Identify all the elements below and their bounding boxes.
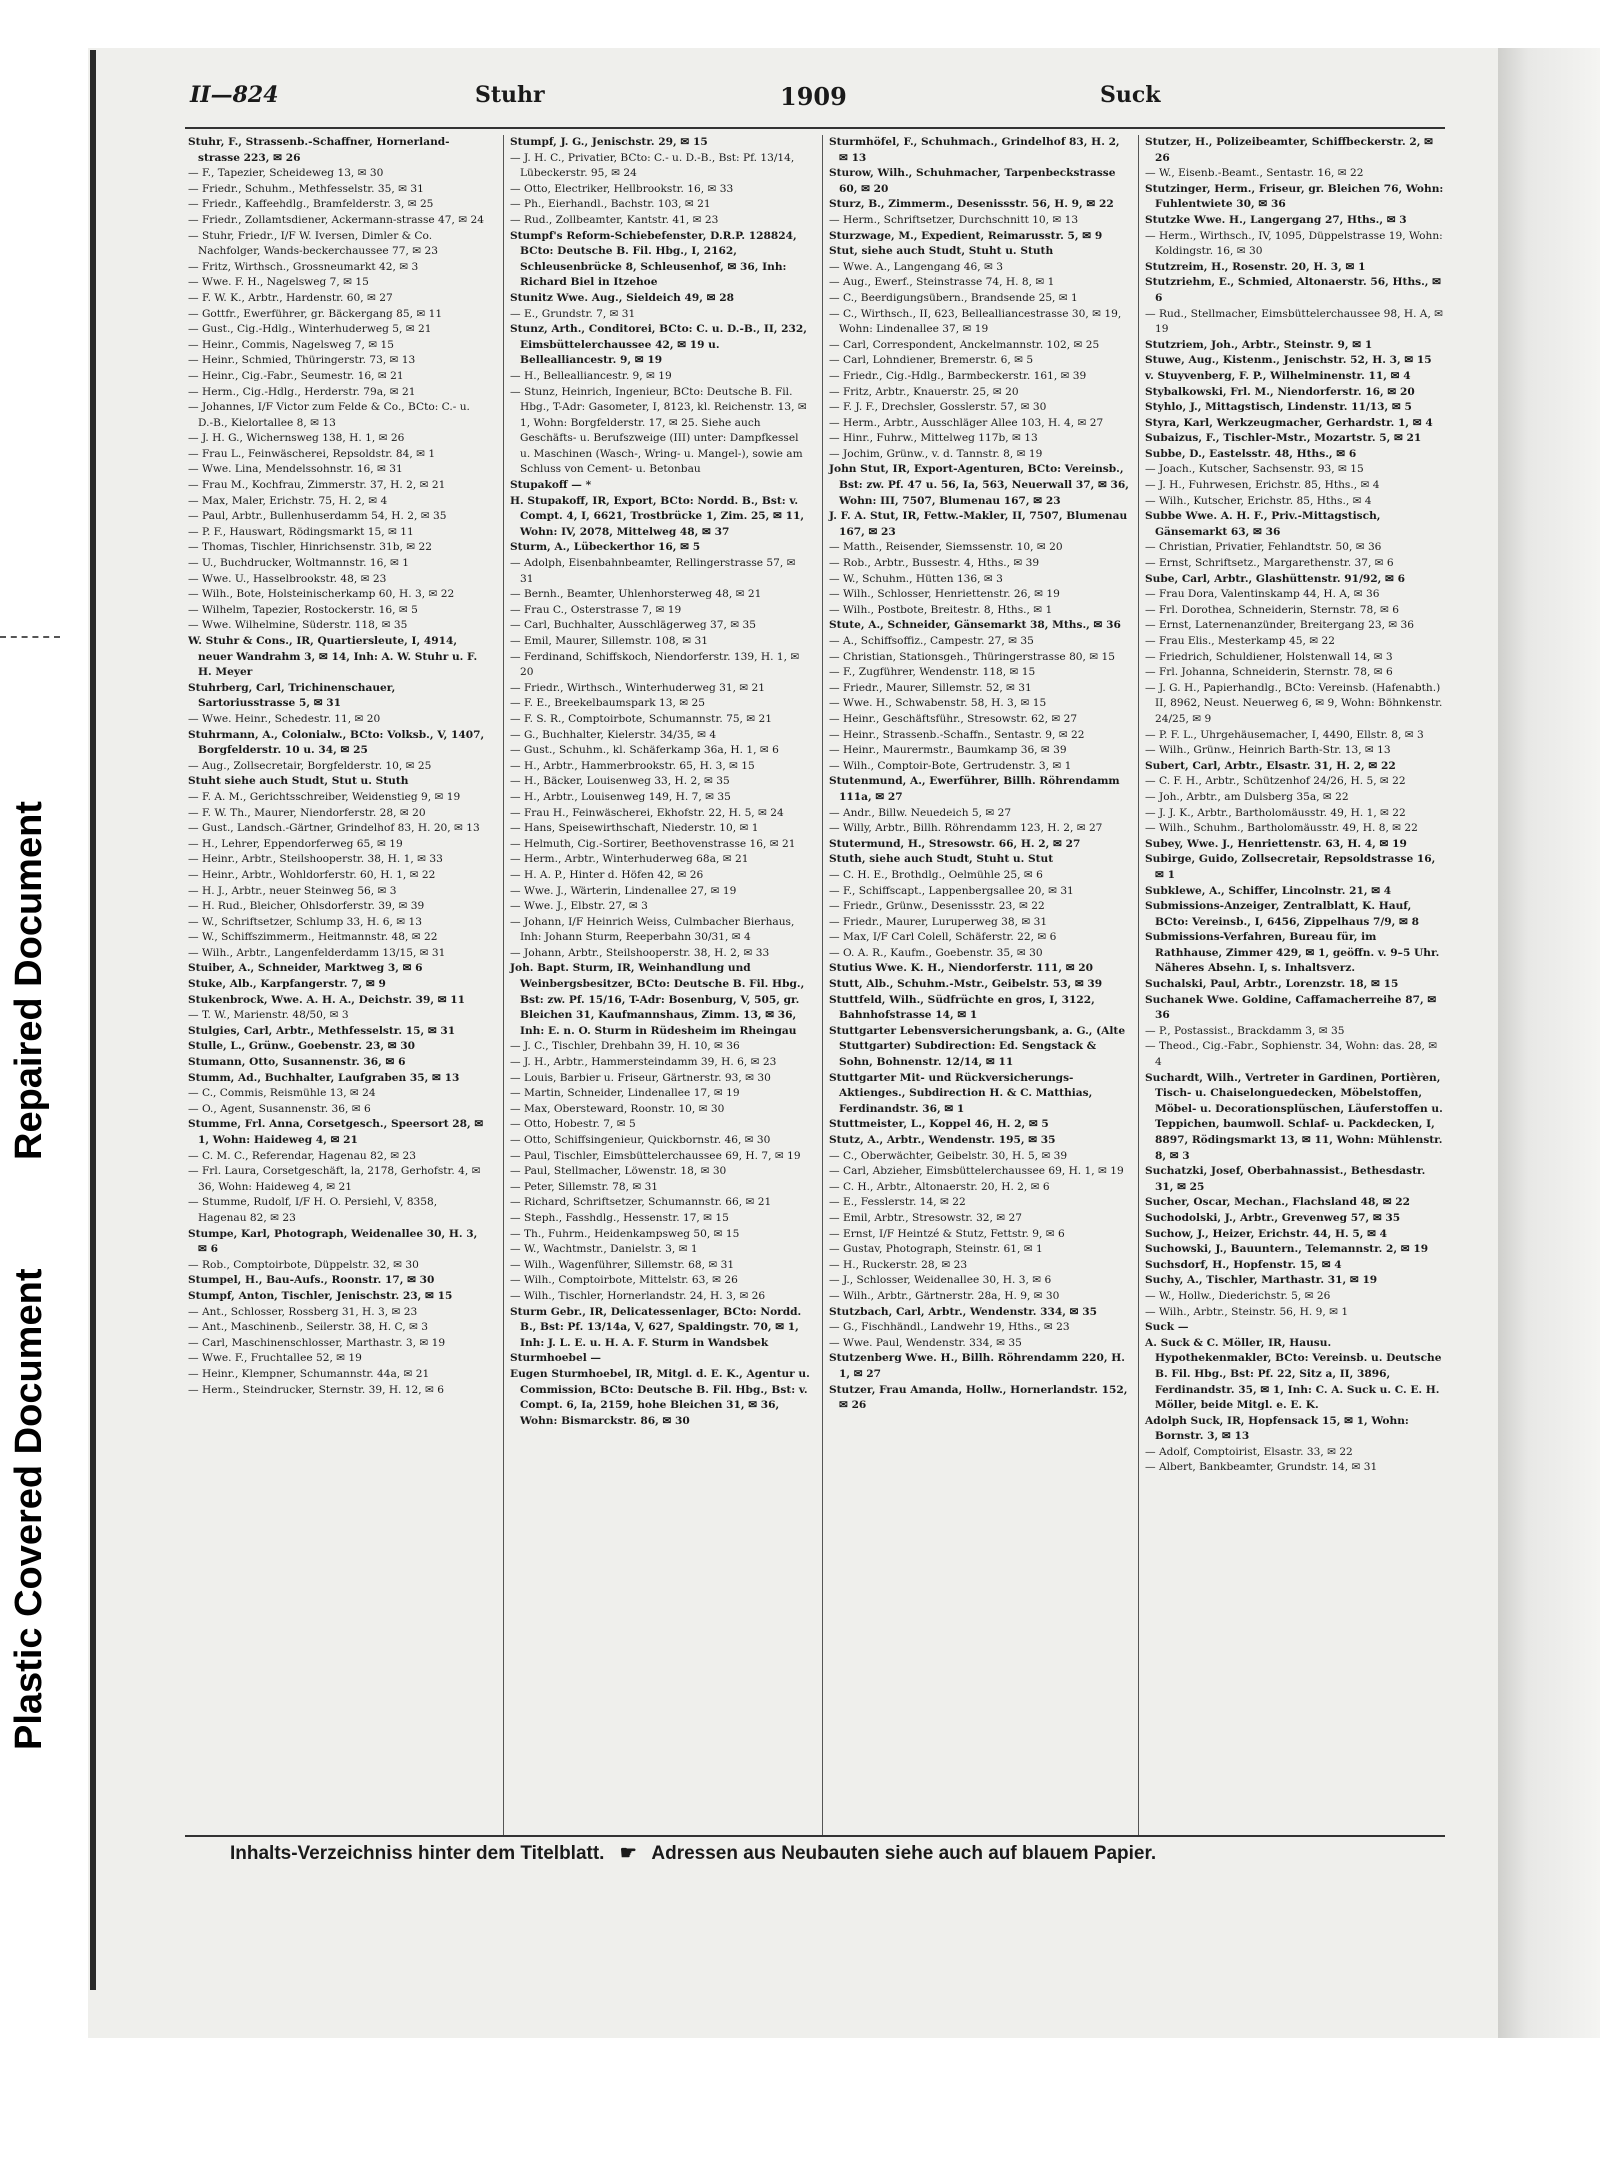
directory-entry: Stukenbrock, Wwe. A. H. A., Deichstr. 39, ✉ 11 — [188, 993, 466, 1006]
directory-entry: — Carl, Correspondent, Anckelmannstr. 102, ✉ 25 — [829, 338, 1100, 351]
directory-entry: Stuwe, Aug., Kistenm., Jenischstr. 52, H. 3, ✉ 15 — [1145, 354, 1432, 367]
directory-entry: — Friedr., Grünw., Desenissstr. 23, ✉ 22 — [829, 900, 1045, 913]
directory-entry: Subklewe, A., Schiffer, Lincolnstr. 21, ✉ 4 — [1145, 884, 1392, 897]
directory-entry: — Carl, Lohndiener, Bremerstr. 6, ✉ 5 — [829, 354, 1034, 367]
directory-entry: Stuttfeld, Wilh., Südfrüchte en gros, I, 3122, Bahnhofstrasse 14, ✉ 1 — [829, 993, 1095, 1022]
directory-entry: Adolph Suck, IR, Hopfensack 15, ✉ 1, Wohn: Bornstr. 3, ✉ 13 — [1145, 1414, 1409, 1443]
directory-entry: Stumpf, J. G., Jenischstr. 29, ✉ 15 — [510, 136, 708, 148]
page-footer — [230, 1842, 1430, 1865]
directory-entry: — Johannes, I/F Victor zum Felde & Co., BCto: C.- u. D.-B., Kielortallee 8, ✉ 13 — [188, 401, 470, 429]
directory-entry: Stulle, L., Grünw., Goebenstr. 23, ✉ 30 — [188, 1040, 416, 1053]
directory-entry: — Stumme, Rudolf, I/F H. O. Persiehl, V, 8358, Hagenau 82, ✉ 23 — [188, 1196, 438, 1224]
directory-entry: — Wwe. F., Fruchtallee 52, ✉ 19 — [188, 1352, 362, 1365]
directory-entry: Stumm, Ad., Buchhalter, Laufgraben 35, ✉ 13 — [188, 1071, 460, 1084]
directory-entry: — H., Bäcker, Louisenweg 33, H. 2, ✉ 35 — [510, 775, 730, 788]
directory-entry: — C. M. C., Referendar, Hagenau 82, ✉ 23 — [188, 1149, 417, 1162]
directory-entry: — Martin, Schneider, Lindenallee 17, ✉ 19 — [510, 1087, 740, 1100]
directory-entry: Stutzke Wwe. H., Langergang 27, Hths., ✉ 3 — [1145, 213, 1407, 226]
directory-entry: Stuke, Alb., Karpfangerstr. 7, ✉ 9 — [188, 978, 386, 991]
directory-entry: — Johann, Arbtr., Steilshooperstr. 38, H. 2, ✉ 33 — [510, 946, 770, 959]
directory-entry: — H. J., Arbtr., neuer Steinweg 56, ✉ 3 — [188, 884, 397, 897]
directory-entry: — Joh., Arbtr., am Dulsberg 35a, ✉ 22 — [1145, 790, 1349, 803]
directory-entry: Stutzreim, H., Rosenstr. 20, H. 3, ✉ 1 — [1145, 260, 1366, 273]
directory-entry: — Johann, I/F Heinrich Weiss, Culmbacher Bierhaus, Inh: Johann Sturm, Reeperbahn 30/31, ✉ 4 — [510, 915, 795, 944]
header-left-keyword: Stuhr — [475, 82, 545, 108]
directory-entry: Suchatzki, Josef, Oberbahnassist., Bethesdastr. 31, ✉ 25 — [1145, 1165, 1426, 1193]
footer-right-text: Adressen aus Neubauten siehe auch auf blauem Papier. — [651, 1843, 1157, 1864]
directory-entry: Stutzer, H., Polizeibeamter, Schiffbeckerstr. 2, ✉ 26 — [1145, 136, 1434, 164]
directory-entry: — Heinr., Arbtr., Wohldorferstr. 60, H. 1, ✉ 22 — [188, 868, 436, 881]
directory-entry: — Carl, Maschinenschlosser, Marthastr. 3, ✉ 19 — [188, 1336, 446, 1349]
directory-entry: Eugen Sturmhoebel, IR, Mitgl. d. E. K., Agentur u. Commission, BCto: Deutsche B. Fil. Hbg., Bst: v. Compt. 6, Ia, 2159, hohe Bleichen 31, ✉ 36, Wohn: Bismarckstr. 86, ✉ 30 — [510, 1367, 810, 1427]
directory-entry: — C., Commis, Reismühle 13, ✉ 24 — [188, 1087, 376, 1100]
directory-entry: — Wilhelm, Tapezier, Rostockerstr. 16, ✉ 5 — [188, 603, 418, 616]
directory-entry: — Frl. Dorothea, Schneiderin, Sternstr. 78, ✉ 6 — [1145, 603, 1399, 616]
directory-entry: — J. H. C., Privatier, BCto: C.- u. D.-B., Bst: Pf. 13/14, Lübeckerstr. 95, ✉ 24 — [510, 151, 795, 180]
directory-entry: — Gottfr., Ewerführer, gr. Bäckergang 85, ✉ 11 — [188, 307, 443, 320]
directory-columns — [188, 135, 1450, 1835]
directory-entry: — J. H., Fuhrwesen, Erichstr. 85, Hths., ✉ 4 — [1145, 479, 1380, 492]
plastic-covered-label: Plastic Covered Document — [8, 1268, 50, 1750]
directory-entry: — Rob., Comptoirbote, Düppelstr. 32, ✉ 30 — [188, 1258, 419, 1271]
directory-entry: — Paul, Stellmacher, Löwenstr. 18, ✉ 30 — [510, 1165, 727, 1178]
directory-entry: Submissions-Anzeiger, Zentralblatt, K. Hauf, BCto: Vereinsb., I, 6456, Zippelhaus 7/9, ✉ 8 — [1145, 900, 1419, 928]
directory-entry: Stybalkowski, Frl. M., Niendorferstr. 16, ✉ 20 — [1145, 385, 1415, 398]
directory-entry: — Heinr., Strassenb.-Schaffn., Sentastr. 9, ✉ 22 — [829, 728, 1085, 741]
directory-entry: — W., Schriftsetzer, Schlump 33, H. 6, ✉ 13 — [188, 915, 422, 928]
directory-entry: — Friedr., Maurer, Sillemstr. 52, ✉ 31 — [829, 681, 1032, 694]
directory-entry: — H., Belleallianсestr. 9, ✉ 19 — [510, 369, 672, 382]
directory-entry: Stumpel, H., Bau-Aufs., Roonstr. 17, ✉ 30 — [188, 1274, 435, 1287]
directory-entry: — Adolph, Eisenbahnbeamter, Rellingerstrasse 57, ✉ 31 — [510, 557, 796, 585]
directory-entry: — Friedr., Cig.-Hdlg., Barmbeckerstr. 161, ✉ 39 — [829, 369, 1087, 382]
directory-entry: — Max, Obersteward, Roonstr. 10, ✉ 30 — [510, 1102, 725, 1115]
directory-entry: — Gustav, Photograph, Steinstr. 61, ✉ 1 — [829, 1243, 1043, 1256]
directory-entry: Stuttmeister, L., Koppel 46, H. 2, ✉ 5 — [829, 1118, 1049, 1131]
directory-entry: — Ph., Eierhandl., Bachstr. 103, ✉ 21 — [510, 198, 711, 211]
binding-gutter — [90, 50, 96, 1990]
directory-entry: — E., Grundstr. 7, ✉ 31 — [510, 307, 636, 320]
directory-entry: — Wilh., Grünw., Heinrich Barth-Str. 13, ✉ 13 — [1145, 744, 1391, 757]
directory-entry: — C. H. E., Brothdlg., Oelmühle 25, ✉ 6 — [829, 868, 1043, 881]
directory-entry: Stuth, siehe auch Studt, Stuht u. Stut — [829, 853, 1054, 866]
directory-entry: Stuhrmann, A., Colonialw., BCto: Volksb., V, 1407, Borgfelderstr. 10 u. 34, ✉ 25 — [188, 728, 485, 757]
directory-entry: — F. J. F., Drechsler, Gosslerstr. 57, ✉ 30 — [829, 401, 1047, 414]
directory-entry: — Frau L., Feinwäscherei, Repsoldstr. 84, ✉ 1 — [188, 447, 436, 460]
directory-column-1 — [188, 135, 488, 1835]
directory-entry: Stuhrberg, Carl, Trichinenschauer, Sartoriusstrasse 5, ✉ 31 — [188, 681, 396, 710]
directory-entry: — Theod., Cig.-Fabr., Sophienstr. 34, Wohn: das. 28, ✉ 4 — [1145, 1040, 1438, 1069]
directory-entry: — Wwe. Paul, Wendenstr. 334, ✉ 35 — [829, 1336, 1022, 1349]
directory-entry: Subaizus, F., Tischler-Mstr., Mozartstr. 5, ✉ 21 — [1145, 432, 1422, 445]
directory-entry: — Joach., Kutscher, Sachsenstr. 93, ✉ 15 — [1145, 463, 1364, 476]
directory-entry: — Ant., Schlosser, Rossberg 31, H. 3, ✉ 23 — [188, 1305, 418, 1318]
directory-entry: J. F. A. Stut, IR, Fettw.-Makler, II, 7507, Blumenau 167, ✉ 23 — [829, 510, 1128, 538]
directory-entry: — Ernst, Schriftsetz., Margarethenstr. 37, ✉ 6 — [1145, 557, 1394, 570]
directory-entry: — Rud., Zollbeamter, Kantstr. 41, ✉ 23 — [510, 213, 719, 226]
directory-entry: — Wwe. Lina, Mendelssohnstr. 16, ✉ 31 — [188, 463, 403, 476]
directory-entry: — Frau C., Osterstrasse 7, ✉ 19 — [510, 603, 682, 616]
directory-entry: Suchardt, Wilh., Vertreter in Gardinen, Portièren, Tisch- u. Chaiselonguedecken, Möbelstoffen, Möbel- u. Decorationsplüschen, Läuferstoffen u. Teppichen, baumwoll. Schlaf- u. Packdecken, I, 8897, Rödingsmarkt 13, ✉ 11, Wohn: Mühlenstr. 8, ✉ 3 — [1145, 1071, 1443, 1162]
directory-entry: — Carl, Abzieher, Eimsbüttelerchaussee 69, H. 1, ✉ 19 — [829, 1165, 1124, 1178]
directory-entry: — Wilh., Schlosser, Henriettenstr. 26, ✉ 19 — [829, 588, 1060, 601]
directory-entry: W. Stuhr & Cons., IR, Quartiersleute, I, 4914, neuer Wandrahm 3, ✉ 14, Inh: A. W. Stuhr u. F. H. Meyer — [188, 635, 478, 679]
directory-entry: — Wilh., Arbtr., Gärtnerstr. 28a, H. 9, ✉ 30 — [829, 1289, 1060, 1302]
directory-entry: — Wilh., Comptoir-Bote, Gertrudenstr. 3, ✉ 1 — [829, 759, 1072, 772]
directory-entry: Stuttgarter Lebensversicherungsbank, a. G., (Alte Stuttgarter) Subdirection: Ed. Sengstack & Sohn, Bohnenstr. 12/14, ✉ 11 — [829, 1024, 1126, 1069]
directory-entry: — Frau Dora, Valentinskamp 44, H. A, ✉ 36 — [1145, 588, 1380, 601]
directory-entry: — Thomas, Tischler, Hinrichsenstr. 31b, ✉ 22 — [188, 541, 432, 554]
directory-entry: — J. H., Arbtr., Hammersteindamm 39, H. 6, ✉ 23 — [510, 1056, 777, 1069]
directory-entry: Stuhr, F., Strassenb.-Schaffner, Hornerland-strasse 223, ✉ 26 — [188, 136, 450, 164]
directory-entry: — Wilh., Wagenführer, Sillemstr. 68, ✉ 31 — [510, 1258, 735, 1271]
footer-rule — [185, 1835, 1445, 1837]
directory-entry: — Frl. Laura, Corsetgeschäft, la, 2178, Gerhofstr. 4, ✉ 36, Wohn: Haideweg 4, ✉ 21 — [188, 1165, 481, 1193]
directory-entry: — Aug., Ewerf., Steinstrasse 74, H. 8, ✉ 1 — [829, 276, 1055, 289]
directory-entry: H. Stupakoff, IR, Export, BCto: Nordd. B., Bst: v. Compt. 4, I, 6621, Trostbrücke 1, Zim. 25, ✉ 11, Wohn: IV, 2078, Mittelweg 48, ✉ 37 — [510, 494, 805, 538]
directory-entry: Sturzwage, M., Expedient, Reimarusstr. 5, ✉ 9 — [829, 229, 1103, 242]
directory-entry: — Wwe. J., Wärterin, Lindenallee 27, ✉ 19 — [510, 884, 737, 897]
directory-entry: — Wwe. U., Hasselbrookstr. 48, ✉ 23 — [188, 572, 387, 585]
directory-entry: — Otto, Schiffsingenieur, Quickbornstr. 46, ✉ 30 — [510, 1134, 771, 1146]
directory-entry: — F. W. K., Arbtr., Hardenstr. 60, ✉ 27 — [188, 291, 393, 304]
directory-entry: — F., Tapezier, Scheideweg 13, ✉ 30 — [188, 167, 384, 180]
repaired-document-label: Repaired Document — [8, 801, 50, 1160]
directory-entry: John Stut, IR, Export-Agenturen, BCto: Vereinsb., Bst: zw. Pf. 47 u. 56, Ia, 563, Neuerwall 37, ✉ 36, Wohn: III, 7507, Blumenau 167, ✉ 23 — [829, 463, 1129, 507]
directory-entry: — Wwe. F. H., Nagelsweg 7, ✉ 15 — [188, 276, 369, 289]
header-right-keyword: Suck — [1100, 82, 1161, 108]
directory-entry: — J. J. K., Arbtr., Bartholomäusstr. 49, H. 1, ✉ 22 — [1145, 806, 1406, 819]
directory-column-3 — [822, 135, 1129, 1835]
pointing-hand-icon: ☛ — [619, 1843, 637, 1864]
page-edge-shadow — [1498, 48, 1600, 2038]
directory-entry: — Max, Maler, Erichstr. 75, H. 2, ✉ 4 — [188, 494, 388, 507]
directory-entry: v. Stuyvenberg, F. P., Wilhelminenstr. 11, ✉ 4 — [1145, 369, 1411, 382]
directory-entry: — Wwe. H., Schwabenstr. 58, H. 3, ✉ 15 — [829, 697, 1047, 710]
directory-entry: — Christian, Stationsgeh., Thüringerstrasse 80, ✉ 15 — [829, 650, 1116, 663]
directory-entry: Suchowski, J., Bauuntern., Telemannstr. 2, ✉ 19 — [1145, 1243, 1429, 1256]
directory-entry: — Andr., Billw. Neuedeich 5, ✉ 27 — [829, 806, 1012, 819]
directory-entry: — H., Arbtr., Hammerbrookstr. 65, H. 3, ✉ 15 — [510, 759, 755, 772]
directory-entry: — Frau M., Kochfrau, Zimmerstr. 37, H. 2, ✉ 21 — [188, 479, 446, 492]
directory-entry: — Paul, Arbtr., Bullenhuserdamm 54, H. 2, ✉ 35 — [188, 510, 447, 523]
directory-entry: Subirge, Guido, Zollsecretair, Repsoldstrasse 16, ✉ 1 — [1145, 853, 1436, 881]
header-year: 1909 — [780, 82, 847, 111]
directory-entry: — Frl. Johanna, Schneiderin, Sternstr. 78, ✉ 6 — [1145, 666, 1393, 679]
directory-entry: — Wwe. Heinr., Schedestr. 11, ✉ 20 — [188, 712, 381, 725]
directory-entry: — H., Ruckerstr. 28, ✉ 23 — [829, 1258, 968, 1271]
directory-entry: Subbe Wwe. A. H. F., Priv.-Mittagstisch, Gänsemarkt 63, ✉ 36 — [1145, 510, 1381, 538]
directory-entry: Stunz, Arth., Conditorei, BCto: C. u. D.-B., II, 232, Eimsbüttelerchaussee 42, ✉ 19 u. Belleallianсestr. 9, ✉ 19 — [510, 323, 807, 367]
directory-entry: — J. G. H., Papierhandlg., BCto: Vereinsb. (Hafenabth.) II, 8962, Neust. Neuerweg 6, ✉ 9, Wohn: Böhnkenstr. 24/25, ✉ 9 — [1145, 681, 1443, 725]
directory-entry: — P. F., Hauswart, Rödingsmarkt 15, ✉ 11 — [188, 525, 414, 538]
directory-entry: Sturmhöfel, F., Schuhmach., Grindelhof 83, H. 2, ✉ 13 — [829, 136, 1120, 164]
directory-entry: — F. A. M., Gerichtsschreiber, Weidenstieg 9, ✉ 19 — [188, 790, 461, 803]
directory-entry: — E., Fesslerstr. 14, ✉ 22 — [829, 1196, 966, 1209]
directory-entry: — Heinr., Maurermstr., Baumkamp 36, ✉ 39 — [829, 744, 1067, 757]
directory-entry: — H., Arbtr., Louisenweg 149, H. 7, ✉ 35 — [510, 790, 731, 803]
directory-entry: Sube, Carl, Arbtr., Glashüttenstr. 91/92, ✉ 6 — [1145, 572, 1405, 585]
directory-entry: — Fritz, Wirthsch., Grossneumarkt 42, ✉ 3 — [188, 260, 419, 273]
directory-entry: — Heinr., Cig.-Fabr., Seumestr. 16, ✉ 21 — [188, 369, 404, 382]
directory-entry: Stutzriehm, E., Schmied, Altonaerstr. 56, Hths., ✉ 6 — [1145, 276, 1442, 304]
directory-entry: Stutzer, Frau Amanda, Hollw., Hornerlandstr. 152, ✉ 26 — [829, 1383, 1128, 1412]
directory-entry: Stutzbach, Carl, Arbtr., Wendenstr. 334, ✉ 35 — [829, 1305, 1097, 1318]
directory-entry: Suchodolski, J., Arbtr., Grevenweg 57, ✉ 35 — [1145, 1211, 1401, 1224]
directory-entry: — F. E., Breekelbaumspark 13, ✉ 25 — [510, 697, 705, 710]
directory-entry: — Helmuth, Cig.-Sortirer, Beethovenstrasse 16, ✉ 21 — [510, 837, 796, 850]
directory-entry: — Friedrich, Schuldiener, Holstenwall 14, ✉ 3 — [1145, 650, 1393, 663]
directory-entry: Stutzinger, Herm., Friseur, gr. Bleichen 76, Wohn: Fuhlentwiete 30, ✉ 36 — [1145, 182, 1444, 211]
directory-entry: Sucher, Oscar, Mechan., Flachsland 48, ✉ 22 — [1145, 1196, 1411, 1209]
directory-entry: Sturow, Wilh., Schuhmacher, Tarpenbeckstrasse 60, ✉ 20 — [829, 167, 1116, 195]
directory-entry: — Heinr., Geschäftsführ., Stresowstr. 62, ✉ 27 — [829, 712, 1078, 725]
directory-column-4 — [1138, 135, 1445, 1835]
directory-entry: — Wilh., Kutscher, Erichstr. 85, Hths., ✉ 4 — [1145, 494, 1372, 507]
directory-entry: — T. W., Marienstr. 48/50, ✉ 3 — [188, 1009, 349, 1022]
document-side-strip — [0, 0, 70, 2177]
page-number: II—824 — [190, 82, 279, 108]
directory-entry: — Heinr., Arbtr., Steilshooperstr. 38, H. 1, ✉ 33 — [188, 853, 443, 866]
directory-entry: — Albert, Bankbeamter, Grundstr. 14, ✉ 31 — [1145, 1461, 1378, 1474]
directory-entry: — Otto, Electriker, Hellbrookstr. 16, ✉ 33 — [510, 182, 734, 195]
directory-entry: — J., Schlosser, Weidenallee 30, H. 3, ✉ 6 — [829, 1274, 1052, 1287]
directory-entry: Suck — — [1145, 1321, 1189, 1334]
directory-entry: — P., Postassist., Brackdamm 3, ✉ 35 — [1145, 1024, 1345, 1037]
directory-entry: — Carl, Buchhalter, Ausschlägerweg 37, ✉ 35 — [510, 619, 756, 632]
directory-entry: — J. C., Tischler, Drehbahn 39, H. 10, ✉ 36 — [510, 1040, 740, 1053]
directory-entry: Stutz, A., Arbtr., Wendenstr. 195, ✉ 35 — [829, 1134, 1056, 1146]
directory-entry: — Frau Elis., Mesterkamp 45, ✉ 22 — [1145, 635, 1335, 647]
directory-entry: — P. F. L., Uhrgehäusemacher, I, 4490, Ellstr. 8, ✉ 3 — [1145, 728, 1424, 741]
directory-entry: — Wwe. J., Elbstr. 27, ✉ 3 — [510, 900, 648, 913]
directory-entry: Sturmhoebel — — [510, 1352, 601, 1365]
dashed-separator — [0, 636, 60, 638]
directory-entry: Stumann, Otto, Susannenstr. 36, ✉ 6 — [188, 1056, 406, 1069]
directory-entry: — Ernst, Laternenanzünder, Breitergang 23, ✉ 36 — [1145, 619, 1415, 632]
directory-entry: Stumpf's Reform-Schiebefenster, D.R.P. 128824, BCto: Deutsche B. Fil. Hbg., I, 2162, Schleusenbrücke 8, Schleusenhof, ✉ 36, Inh: Richard Biel in Itzehoe — [510, 229, 797, 289]
directory-entry: — G., Buchhalter, Kielerstr. 34/35, ✉ 4 — [510, 728, 717, 741]
directory-entry: — O. A. R., Kaufm., Goebenstr. 35, ✉ 30 — [829, 946, 1043, 959]
directory-column-2 — [503, 135, 810, 1835]
directory-entry: — Wwe. A., Langengang 46, ✉ 3 — [829, 260, 1003, 273]
directory-entry: Stutenmund, A., Ewerführer, Billh. Röhrendamm 111a, ✉ 27 — [829, 775, 1120, 803]
directory-entry: — Richard, Schriftsetzer, Schumannstr. 66, ✉ 21 — [510, 1196, 772, 1209]
directory-entry: — Rob., Arbtr., Bussestr. 4, Hths., ✉ 39 — [829, 557, 1040, 570]
header-rule — [185, 127, 1445, 129]
directory-entry: — Friedr., Schuhm., Methfesselstr. 35, ✉ 31 — [188, 182, 424, 195]
directory-entry: — G., Fischhändl., Landwehr 19, Hths., ✉ 23 — [829, 1321, 1070, 1334]
directory-entry: — Ant., Maschinenb., Seilerstr. 38, H. C, ✉ 3 — [188, 1321, 428, 1334]
directory-entry: — Stuhr, Friedr., I/F W. Iversen, Dimler & Co. Nachfolger, Wands-beckerchaussee 77, ✉ 23 — [188, 229, 438, 258]
directory-entry: — W., Eisenb.-Beamt., Sentastr. 16, ✉ 22 — [1145, 167, 1364, 180]
directory-entry: — W., Hollw., Diederichstr. 5, ✉ 26 — [1145, 1289, 1331, 1302]
directory-entry: — W., Wachtmstr., Danielstr. 3, ✉ 1 — [510, 1243, 698, 1256]
directory-entry: Stuht siehe auch Studt, Stut u. Stuth — [188, 775, 409, 788]
directory-entry: — Friedr., Maurer, Luruperweg 38, ✉ 31 — [829, 915, 1048, 928]
directory-entry: — Wilh., Arbtr., Steinstr. 56, H. 9, ✉ 1 — [1145, 1305, 1349, 1318]
directory-entry: — Louis, Barbier u. Friseur, Gärtnerstr. 93, ✉ 30 — [510, 1071, 771, 1084]
directory-entry: Stumme, Frl. Anna, Corsetgesch., Speersort 28, ✉ 1, Wohn: Haideweg 4, ✉ 21 — [188, 1118, 484, 1146]
directory-entry: — Hinr., Fuhrw., Mittelweg 117b, ✉ 13 — [829, 432, 1038, 445]
directory-entry: — Otto, Hobestr. 7, ✉ 5 — [510, 1118, 636, 1131]
directory-entry: Styra, Karl, Werkzeugmacher, Gerhardstr. 1, ✉ 4 — [1145, 416, 1433, 429]
directory-entry: — Herm., Schriftsetzer, Durchschnitt 10, ✉ 13 — [829, 213, 1079, 226]
directory-entry: — C. F. H., Arbtr., Schützenhof 24/26, H. 5, ✉ 22 — [1145, 775, 1406, 788]
directory-entry: — Christian, Privatier, Fehlandtstr. 50, ✉ 36 — [1145, 541, 1382, 554]
directory-entry: — Emil, Arbtr., Stresowstr. 32, ✉ 27 — [829, 1211, 1023, 1224]
directory-entry: — Willy, Arbtr., Billh. Röhrendamm 123, H. 2, ✉ 27 — [829, 822, 1103, 835]
directory-entry: — Wilh., Tischler, Hornerlandstr. 24, H. 3, ✉ 26 — [510, 1289, 766, 1302]
footer-left-text: Inhalts-Verzeichniss hinter dem Titelblatt. — [230, 1843, 605, 1864]
directory-entry: — Friedr., Wirthsch., Winterhuderweg 31, ✉ 21 — [510, 681, 766, 694]
directory-entry: — Herm., Arbtr., Winterhuderweg 68a, ✉ 21 — [510, 853, 749, 866]
directory-entry: — W., Schuhm., Hütten 136, ✉ 3 — [829, 572, 1003, 585]
directory-entry: — Jochim, Grünw., v. d. Tannstr. 8, ✉ 19 — [829, 447, 1043, 460]
directory-entry: — H. A. P., Hinter d. Höfen 42, ✉ 26 — [510, 868, 704, 881]
directory-entry: Subbe, D., Eastelsstr. 48, Hths., ✉ 6 — [1145, 447, 1357, 460]
directory-entry: Styhlo, J., Mittagstisch, Lindenstr. 11/13, ✉ 5 — [1145, 401, 1412, 414]
directory-entry: — Emil, Maurer, Sillemstr. 108, ✉ 31 — [510, 635, 708, 647]
directory-entry: Stut, siehe auch Studt, Stuht u. Stuth — [829, 245, 1054, 258]
directory-entry: Subey, Wwe. J., Henriettenstr. 63, H. 4, ✉ 19 — [1145, 837, 1407, 850]
directory-entry: — Gust., Cig.-Hdlg., Winterhuderweg 5, ✉ 21 — [188, 323, 432, 336]
directory-entry: — Gust., Landsch.-Gärtner, Grindelhof 83, H. 20, ✉ 13 — [188, 822, 480, 835]
directory-entry: — J. H. G., Wichernsweg 138, H. 1, ✉ 26 — [188, 432, 405, 445]
directory-entry: — F. W. Th., Maurer, Niendorferstr. 28, ✉ 20 — [188, 806, 426, 819]
directory-entry: — Rud., Stellmacher, Eimsbüttelerchaussee 98, H. A, ✉ 19 — [1145, 307, 1444, 336]
directory-entry: — C., Beerdigungsübern., Brandsende 25, ✉ 1 — [829, 291, 1078, 304]
directory-entry: — Herm., Arbtr., Ausschläger Allee 103, H. 4, ✉ 27 — [829, 416, 1104, 429]
directory-entry: — W., Schiffszimmerm., Heitmannstr. 48, ✉ 22 — [188, 931, 438, 944]
directory-entry: Stutermund, H., Stresowstr. 66, H. 2, ✉ 27 — [829, 837, 1081, 850]
directory-entry: — Ernst, I/F Heintzé & Stutz, Fettstr. 9, ✉ 6 — [829, 1227, 1065, 1240]
directory-entry: Sturm, A., Lübeckerthor 16, ✉ 5 — [510, 541, 701, 554]
directory-entry: — O., Agent, Susannenstr. 36, ✉ 6 — [188, 1102, 371, 1115]
directory-entry: Submissions-Verfahren, Bureau für, im Rathhause, Zimmer 429, ✉ 1, geöffn. v. 9–5 Uhr. Näheres Absehn. I, s. Inhaltsverz. — [1145, 931, 1440, 975]
directory-entry: — Th., Fuhrm., Heidenkampsweg 50, ✉ 15 — [510, 1227, 740, 1240]
directory-entry: A. Suck & C. Möller, IR, Hausu. Hypothekenmakler, BCto: Vereinsb. u. Deutsche B. Fil. Hbg., Bst: Pf. 22, Sitz a, II, 3896, Ferdinandstr. 35, ✉ 1, Inh: C. A. Suck u. C. E. H. Möller, beide Mitgl. e. E. K. — [1145, 1336, 1442, 1412]
directory-entry: — Steph., Fasshdlg., Hessenstr. 17, ✉ 15 — [510, 1211, 729, 1224]
directory-entry: — Heinr., Klempner, Schumannstr. 44a, ✉ 21 — [188, 1367, 430, 1380]
directory-entry: Suchsdorf, H., Hopfenstr. 15, ✉ 4 — [1145, 1258, 1342, 1271]
directory-entry: — C., Wirthsch., II, 623, Belleallianсestrasse 30, ✉ 19, Wohn: Lindenallee 37, ✉ 19 — [829, 307, 1122, 336]
directory-entry: — Herm., Steindrucker, Sternstr. 39, H. 12, ✉ 6 — [188, 1383, 444, 1396]
directory-entry: Subert, Carl, Arbtr., Elsastr. 31, H. 2, ✉ 22 — [1145, 759, 1396, 772]
directory-entry: — Herm., Cig.-Hdlg., Herderstr. 79a, ✉ 21 — [188, 385, 416, 398]
directory-entry: — Wilh., Comptoirbote, Mittelstr. 63, ✉ 26 — [510, 1274, 738, 1287]
directory-entry: — Stunz, Heinrich, Ingenieur, BCto: Deutsche B. Fil. Hbg., T-Adr: Gasometer, I, 8123, kl. Reichenstr. 13, ✉ 1, Wohn: Borgfelderstr. 17, ✉ 25. Siehe auch Geschäfts- u. Berufszweige (III) unter: Dampfkessel u. Maschinen (Wasch-, Wring- u. Mangel-), sowie am Schluss von Cement- u. Betonbau — [510, 385, 807, 476]
directory-entry: — Peter, Sillemstr. 78, ✉ 31 — [510, 1180, 659, 1193]
directory-entry: — Heinr., Schmied, Thüringerstr. 73, ✉ 13 — [188, 354, 416, 367]
directory-entry: Stumpe, Karl, Photograph, Weidenallee 30, H. 3, ✉ 6 — [188, 1227, 478, 1256]
page-header — [150, 82, 1450, 122]
directory-entry: — H. Rud., Bleicher, Ohlsdorferstr. 39, ✉ 39 — [188, 900, 425, 913]
directory-entry: — Wilh., Arbtr., Langenfelderdamm 13/15, ✉ 31 — [188, 946, 446, 959]
directory-entry: — Friedr., Kaffeehdlg., Bramfelderstr. 3, ✉ 25 — [188, 198, 434, 211]
directory-entry: — H., Lehrer, Eppendorferweg 65, ✉ 19 — [188, 837, 403, 850]
directory-entry: — Wilh., Postbote, Breitestr. 8, Hths., ✉ 1 — [829, 603, 1053, 616]
directory-entry: Sturm Gebr., IR, Delicatessenlager, BCto: Nordd. B., Bst: Pf. 13/14a, V, 627, Spaldingstr. 70, ✉ 1, Inh: J. L. E. u. H. A. F. Sturm in Wandsbek — [510, 1305, 802, 1349]
directory-entry: — U., Buchdrucker, Woltmannstr. 16, ✉ 1 — [188, 557, 410, 570]
directory-entry: Suchalski, Paul, Arbtr., Lorenzstr. 18, ✉ 15 — [1145, 978, 1399, 991]
directory-entry: — Hans, Speisewirthschaft, Niederstr. 10, ✉ 1 — [510, 822, 759, 835]
directory-entry: Stuiber, A., Schneider, Marktweg 3, ✉ 6 — [188, 962, 423, 975]
directory-entry: Sturz, B., Zimmerm., Desenissstr. 56, H. 9, ✉ 22 — [829, 198, 1114, 211]
directory-entry: — C., Oberwächter, Geibelstr. 30, H. 5, ✉ 39 — [829, 1149, 1068, 1162]
directory-entry: — Matth., Reisender, Siemssenstr. 10, ✉ 20 — [829, 541, 1063, 554]
directory-entry: — Friedr., Zollamtsdiener, Ackermann-strasse 47, ✉ 24 — [188, 213, 484, 226]
directory-entry: Stutzriem, Joh., Arbtr., Steinstr. 9, ✉ 1 — [1145, 338, 1373, 351]
directory-entry: Stutzenberg Wwe. H., Billh. Röhrendamm 220, H. 1, ✉ 27 — [829, 1352, 1125, 1380]
directory-entry: Stute, A., Schneider, Gänsemarkt 38, Mths., ✉ 36 — [829, 619, 1121, 632]
directory-entry: Stunitz Wwe. Aug., Sieldeich 49, ✉ 28 — [510, 291, 734, 304]
directory-entry: Stulgies, Carl, Arbtr., Methfesselstr. 15, ✉ 31 — [188, 1024, 456, 1037]
directory-entry: Suchow, J., Heizer, Erichstr. 44, H. 5, ✉ 4 — [1145, 1227, 1388, 1240]
directory-entry: — Gust., Schuhm., kl. Schäferkamp 36a, H. 1, ✉ 6 — [510, 744, 779, 757]
directory-entry: Stuttgarter Mit- und Rückversicherungs-Aktienges., Subdirection H. & C. Matthias, Ferdinandstr. 36, ✉ 1 — [829, 1071, 1093, 1115]
directory-entry: — Max, I/F Carl Colell, Schäferstr. 22, ✉ 6 — [829, 931, 1057, 944]
directory-entry: — F., Zugführer, Wendenstr. 118, ✉ 15 — [829, 666, 1036, 679]
directory-entry: Stutius Wwe. K. H., Niendorferstr. 111, ✉ 20 — [829, 962, 1094, 975]
directory-entry: — Ferdinand, Schiffskoch, Niendorferstr. 139, H. 1, ✉ 20 — [510, 650, 800, 679]
directory-entry: — Herm., Wirthsch., IV, 1095, Düppelstrasse 19, Wohn: Koldingstr. 16, ✉ 30 — [1145, 229, 1443, 258]
directory-entry: Stumpf, Anton, Tischler, Jenischstr. 23, ✉ 15 — [188, 1289, 453, 1302]
directory-entry: — Paul, Tischler, Eimsbüttelerchaussee 69, H. 7, ✉ 19 — [510, 1149, 801, 1162]
directory-entry: — C. H., Arbtr., Altonaerstr. 20, H. 2, ✉ 6 — [829, 1180, 1050, 1193]
directory-entry: — Wwe. Wilhelmine, Süderstr. 118, ✉ 35 — [188, 619, 408, 632]
directory-entry: Joh. Bapt. Sturm, IR, Weinhandlung und Weinbergsbesitzer, BCto: Deutsche B. Fil. Hbg., Bst: zw. Pf. 15/16, T-Adr: Bosenburg, V, 505, gr. Bleichen 31, Kaufmannshaus, Zimm. 13, ✉ 36, Inh: E. n. O. Sturm in Rüdesheim im Rheingau — [510, 962, 805, 1037]
directory-entry: — F. S. R., Comptoirbote, Schumannstr. 75, ✉ 21 — [510, 712, 773, 725]
directory-entry: Stutt, Alb., Schuhm.-Mstr., Geibelstr. 53, ✉ 39 — [829, 978, 1103, 991]
directory-entry: — Bernh., Beamter, Uhlenhorsterweg 48, ✉ 21 — [510, 588, 762, 601]
directory-entry: — Wilh., Schuhm., Bartholomäusstr. 49, H. 8, ✉ 22 — [1145, 822, 1418, 835]
directory-entry: — Adolf, Comptoirist, Elsastr. 33, ✉ 22 — [1145, 1445, 1353, 1458]
directory-entry: Stupakoff — * — [510, 479, 592, 492]
directory-entry: Suchy, A., Tischler, Marthastr. 31, ✉ 19 — [1145, 1274, 1378, 1287]
directory-entry: — A., Schiffsoffiz., Campestr. 27, ✉ 35 — [829, 635, 1034, 647]
directory-entry: — Wilh., Bote, Holsteinischerkamp 60, H. 3, ✉ 22 — [188, 588, 455, 601]
directory-entry: — Aug., Zollsecretair, Borgfelderstr. 10, ✉ 25 — [188, 759, 432, 772]
directory-entry: — Heinr., Commis, Nagelsweg 7, ✉ 15 — [188, 338, 394, 351]
directory-entry: — Fritz, Arbtr., Knauerstr. 25, ✉ 20 — [829, 385, 1019, 398]
directory-entry: — F., Schiffscapt., Lappenbergsallee 20, ✉ 31 — [829, 884, 1074, 897]
directory-entry: Suchanek Wwe. Goldine, Caffamacherreihe 87, ✉ 36 — [1145, 993, 1437, 1022]
directory-entry: — Frau H., Feinwäscherei, Ekhofstr. 22, H. 5, ✉ 24 — [510, 806, 784, 819]
